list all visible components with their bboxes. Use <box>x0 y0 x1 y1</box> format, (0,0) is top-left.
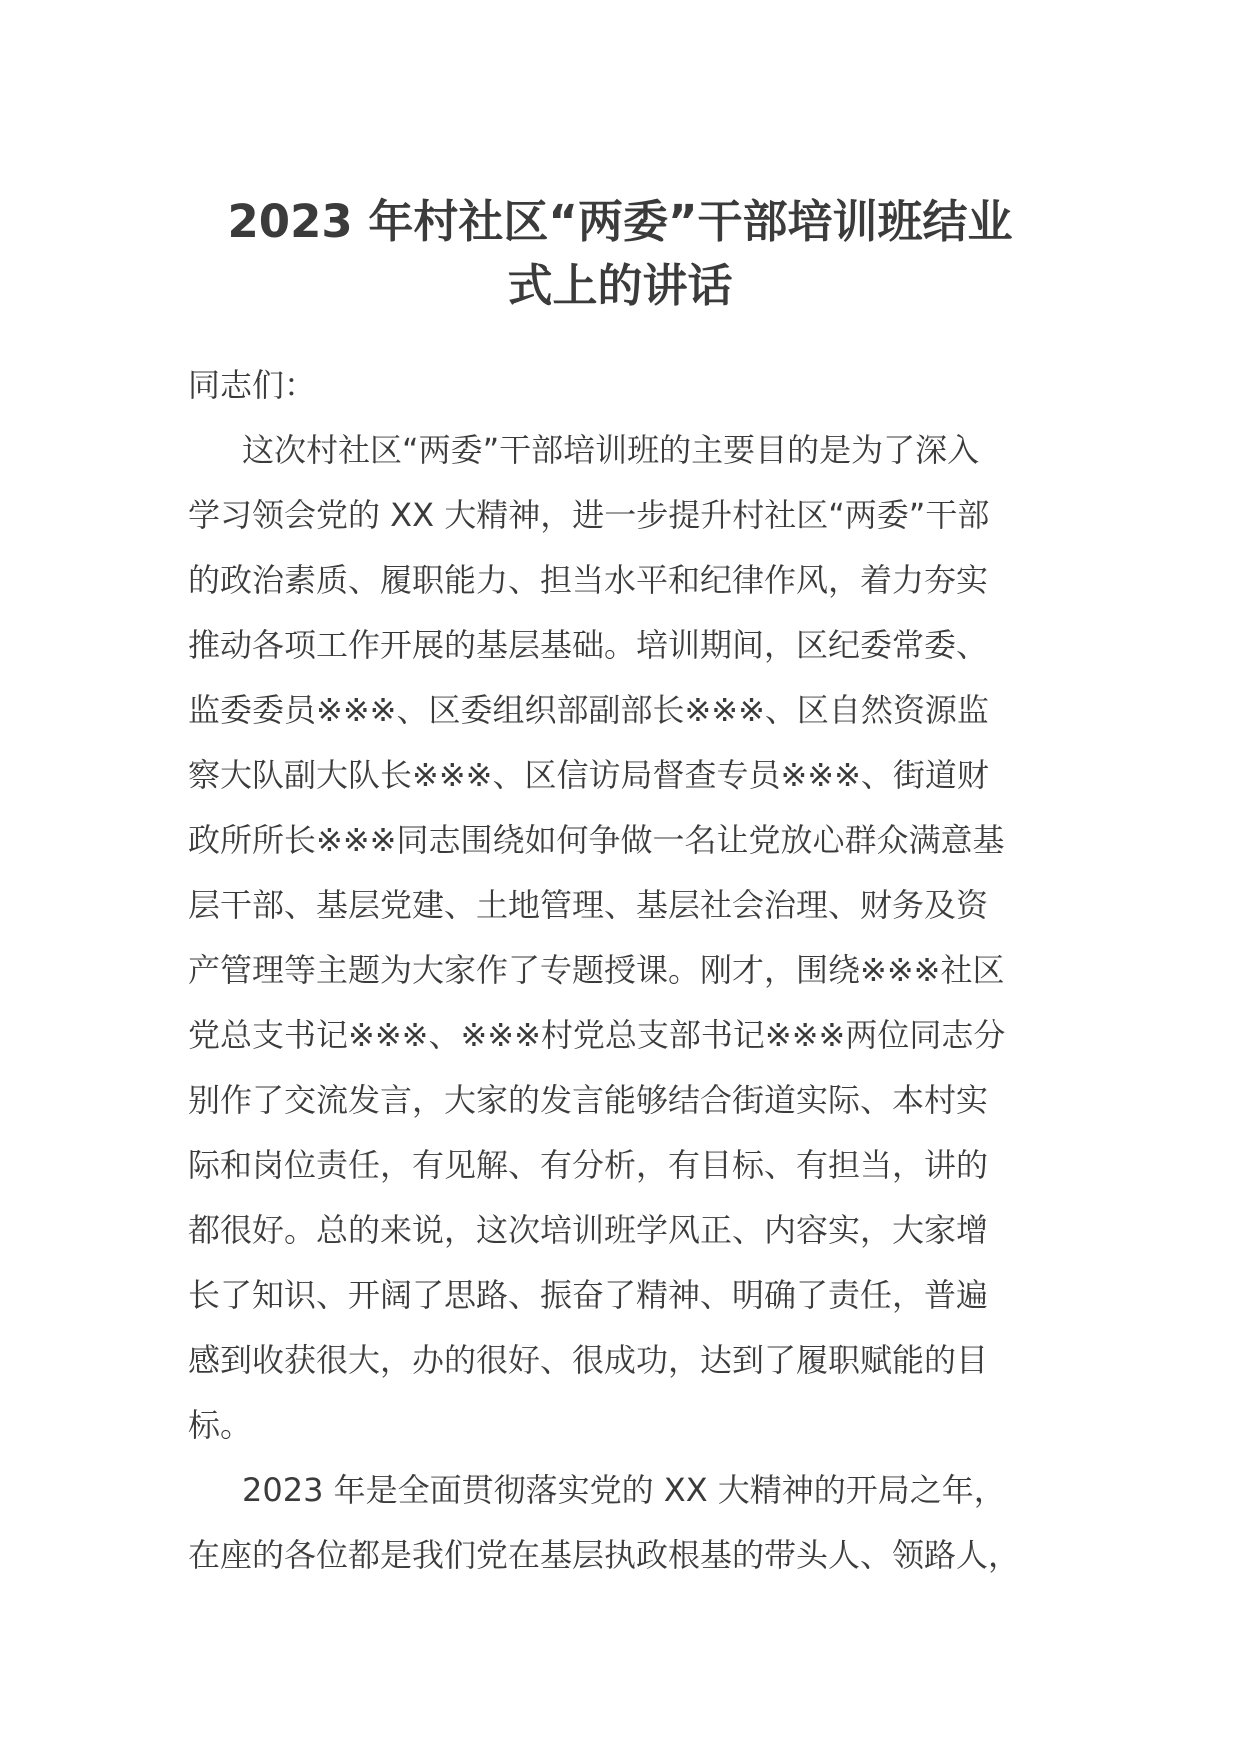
paragraph-line: 感到收获很大，办的很好、很成功，达到了履职赋能的目 <box>188 1341 989 1379</box>
paragraph-line: 长了知识、开阔了思路、振奋了精神、明确了责任，普遍 <box>188 1276 989 1314</box>
paragraph-line: 别作了交流发言，大家的发言能够结合街道实际、本村实 <box>188 1081 989 1119</box>
document-body <box>188 353 1068 1588</box>
title-line-2: 式上的讲话 <box>507 259 733 312</box>
paragraph-line: 这次村社区“两委”干部培训班的主要目的是为了深入 <box>242 431 980 469</box>
paragraph-line: 层干部、基层党建、土地管理、基层社会治理、财务及资 <box>188 886 989 924</box>
paragraph-line: 的政治素质、履职能力、担当水平和纪律作风，着力夯实 <box>188 561 989 599</box>
paragraph-line: 监委委员※※※、区委组织部副部长※※※、区自然资源监 <box>188 691 989 729</box>
paragraph-line: 察大队副大队长※※※、区信访局督查专员※※※、街道财 <box>188 756 989 794</box>
paragraph-line: 政所所长※※※同志围绕如何争做一名让党放心群众满意基 <box>188 821 1005 859</box>
title-line-1: 2023 年村社区“两委”干部培训班结业 <box>227 195 1013 248</box>
paragraph-line: 2023 年是全面贯彻落实党的 XX 大精神的开局之年， <box>242 1471 1006 1509</box>
document-title <box>186 190 1054 318</box>
paragraph-line: 产管理等主题为大家作了专题授课。刚才，围绕※※※社区 <box>188 951 1005 989</box>
paragraph-line: 党总支书记※※※、※※※村党总支部书记※※※两位同志分 <box>188 1016 1006 1054</box>
paragraph-line: 推动各项工作开展的基层基础。培训期间，区纪委常委、 <box>188 626 989 664</box>
paragraph-line: 学习领会党的 XX 大精神，进一步提升村社区“两委”干部 <box>188 496 990 534</box>
paragraph-2 <box>188 1458 1068 1588</box>
paragraph-line: 标。 <box>188 1406 253 1444</box>
paragraph-line: 在座的各位都是我们党在基层执政根基的带头人、领路人， <box>188 1536 1021 1574</box>
paragraph-line: 际和岗位责任，有见解、有分析，有目标、有担当，讲的 <box>188 1146 989 1184</box>
salutation: 同志们： <box>188 366 317 404</box>
paragraph-1 <box>188 418 1068 1458</box>
paragraph-line: 都很好。总的来说，这次培训班学风正、内容实，大家增 <box>188 1211 989 1249</box>
